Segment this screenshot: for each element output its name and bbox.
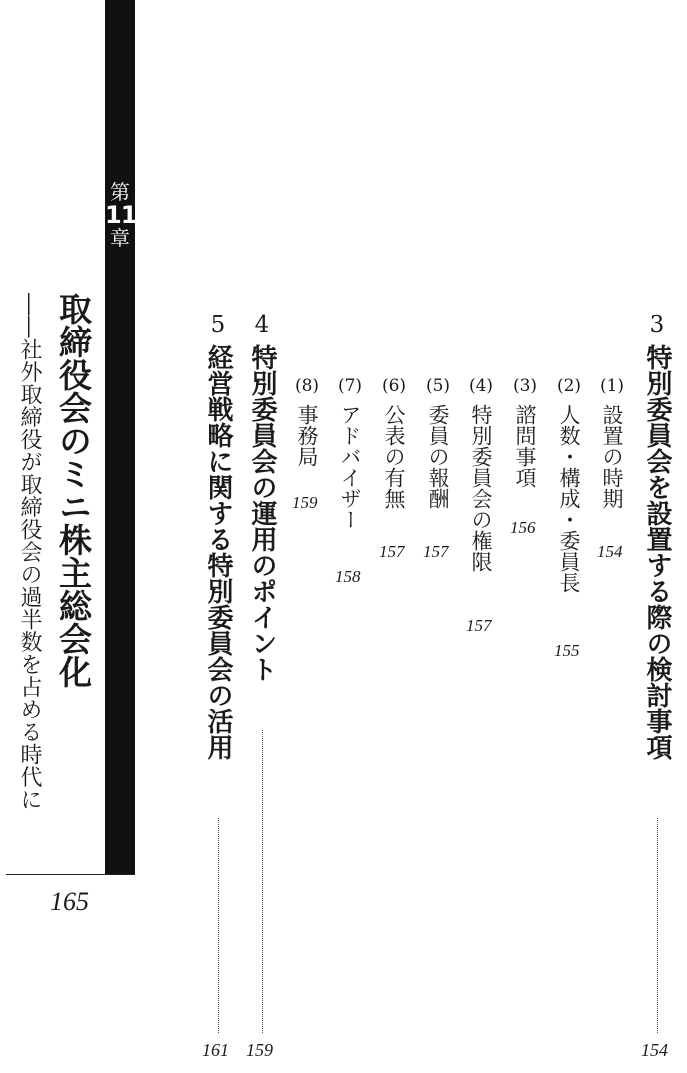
section-3-leader <box>657 818 658 1033</box>
section-4-page: 159 <box>246 1040 273 1060</box>
chapter-suffix: 章 <box>110 226 130 251</box>
item-3-title[interactable]: 諮問事項 <box>513 404 537 488</box>
chapter-prefix: 第 <box>110 180 130 204</box>
section-3-title[interactable]: 特別委員会を設置する際の検討事項 <box>642 344 672 760</box>
section-4-leader <box>262 730 263 1033</box>
item-1-title[interactable]: 設置の時期 <box>600 404 624 509</box>
item-2-page: 155 <box>554 641 580 660</box>
item-6-title[interactable]: 公表の有無 <box>382 404 406 509</box>
item-6-page: 157 <box>379 542 405 561</box>
item-5-title[interactable]: 委員の報酬 <box>426 404 450 509</box>
section-4-number: 4 <box>254 312 270 338</box>
item-2-number: (2) <box>556 376 582 396</box>
chapter-band <box>105 0 135 875</box>
item-1-page: 154 <box>597 542 623 561</box>
item-4-number: (4) <box>468 376 494 396</box>
item-3-page: 156 <box>510 518 536 537</box>
item-3-number: (3) <box>512 376 538 396</box>
section-4-title[interactable]: 特別委員会の運用のポイント <box>247 344 277 682</box>
item-7-page: 158 <box>335 567 361 586</box>
section-5-leader <box>218 818 219 1033</box>
item-8-number: (8) <box>294 376 320 396</box>
chapter-subtitle: ――社外取締役が取締役会の過半数を占める時代に <box>17 293 42 811</box>
chapter-page: 165 <box>50 887 89 916</box>
section-5-number: 5 <box>210 312 226 338</box>
chapter-label <box>105 182 135 249</box>
chapter-rule <box>6 874 135 875</box>
section-3-number: 3 <box>649 312 665 338</box>
item-8-title[interactable]: 事務局 <box>295 404 319 467</box>
item-8-page: 159 <box>292 493 318 512</box>
item-7-title[interactable]: アドバイザー <box>338 404 362 530</box>
chapter-title[interactable]: 取締役会のミニ株主総会化 <box>54 292 93 688</box>
item-5-page: 157 <box>423 542 449 561</box>
item-4-title[interactable]: 特別委員会の権限 <box>469 404 493 572</box>
item-6-number: (6) <box>381 376 407 396</box>
item-4-page: 157 <box>466 616 492 635</box>
item-7-number: (7) <box>337 376 363 396</box>
section-5-title[interactable]: 経営戦略に関する特別委員会の活用 <box>203 344 233 760</box>
item-5-number: (5) <box>425 376 451 396</box>
section-3-page: 154 <box>641 1040 668 1060</box>
item-2-title[interactable]: 人数・構成・委員長 <box>557 404 581 593</box>
item-1-number: (1) <box>599 376 625 396</box>
chapter-number: 11 <box>105 201 137 229</box>
section-5-page: 161 <box>202 1040 229 1060</box>
